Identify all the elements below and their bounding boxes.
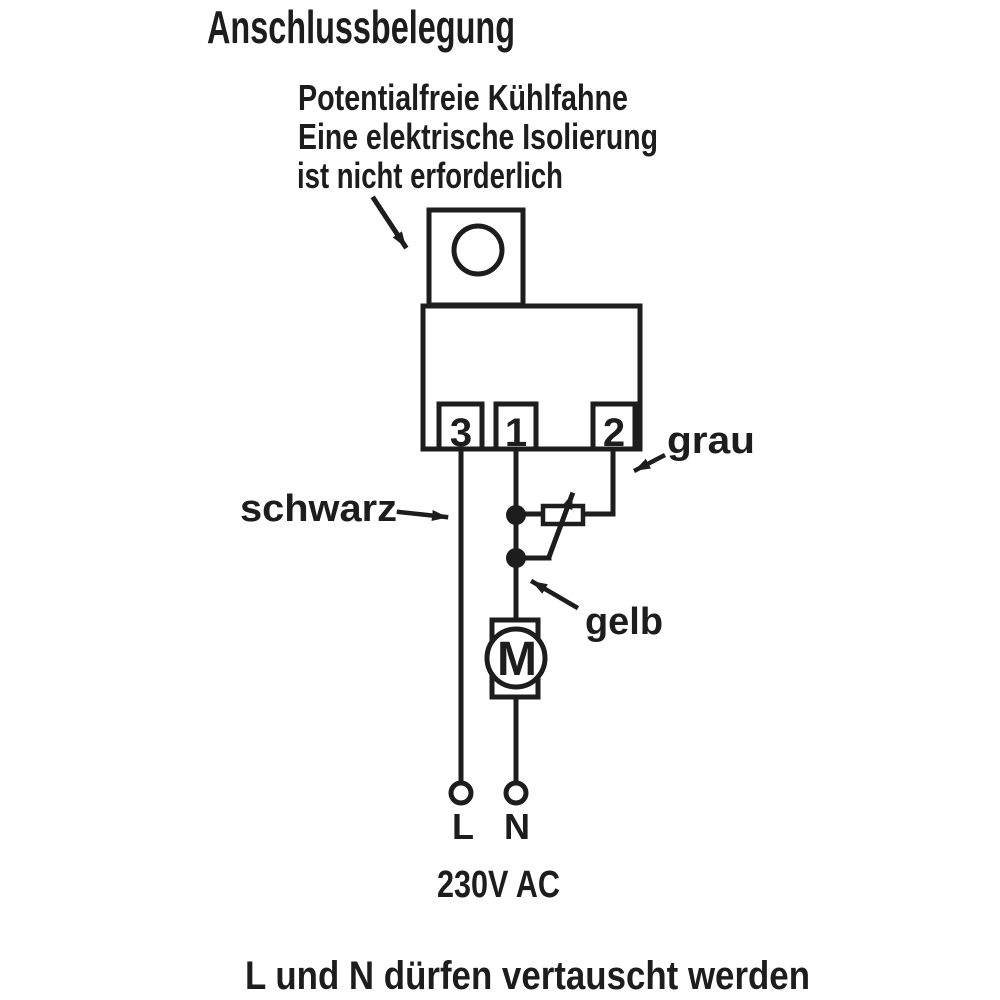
wire-label-grau: grau [667, 420, 755, 462]
supply-terminal-l [451, 783, 471, 803]
gelb-arrow [533, 582, 576, 607]
annotation-arrow [374, 199, 405, 246]
annotation-line-2: Eine elektrische Isolierung [298, 116, 658, 157]
terminal-label-3: 3 [449, 411, 473, 455]
wire-gray [583, 449, 613, 514]
grau-arrow [636, 456, 663, 470]
schwarz-arrow [399, 512, 446, 517]
annotation-line-3: ist nicht erforderlich [297, 155, 563, 196]
mounting-hole [454, 226, 502, 274]
page-title: Anschlussbelegung [207, 1, 515, 53]
supply-terminal-n [506, 783, 526, 803]
supply-label-l: L [452, 806, 474, 847]
annotation-line-1: Potentialfreie Kühlfahne [298, 77, 628, 118]
motor-label: M [497, 633, 537, 686]
footer-note: L und N dürfen vertauscht werden [245, 954, 810, 998]
terminal-label-1: 1 [504, 411, 528, 455]
wire-label-schwarz: schwarz [240, 488, 397, 530]
terminal-label-2: 2 [602, 411, 626, 455]
wire-label-gelb: gelb [585, 601, 663, 643]
supply-voltage-label: 230V AC [437, 864, 560, 906]
junction-dot-upper [506, 505, 526, 525]
supply-label-n: N [504, 806, 530, 847]
